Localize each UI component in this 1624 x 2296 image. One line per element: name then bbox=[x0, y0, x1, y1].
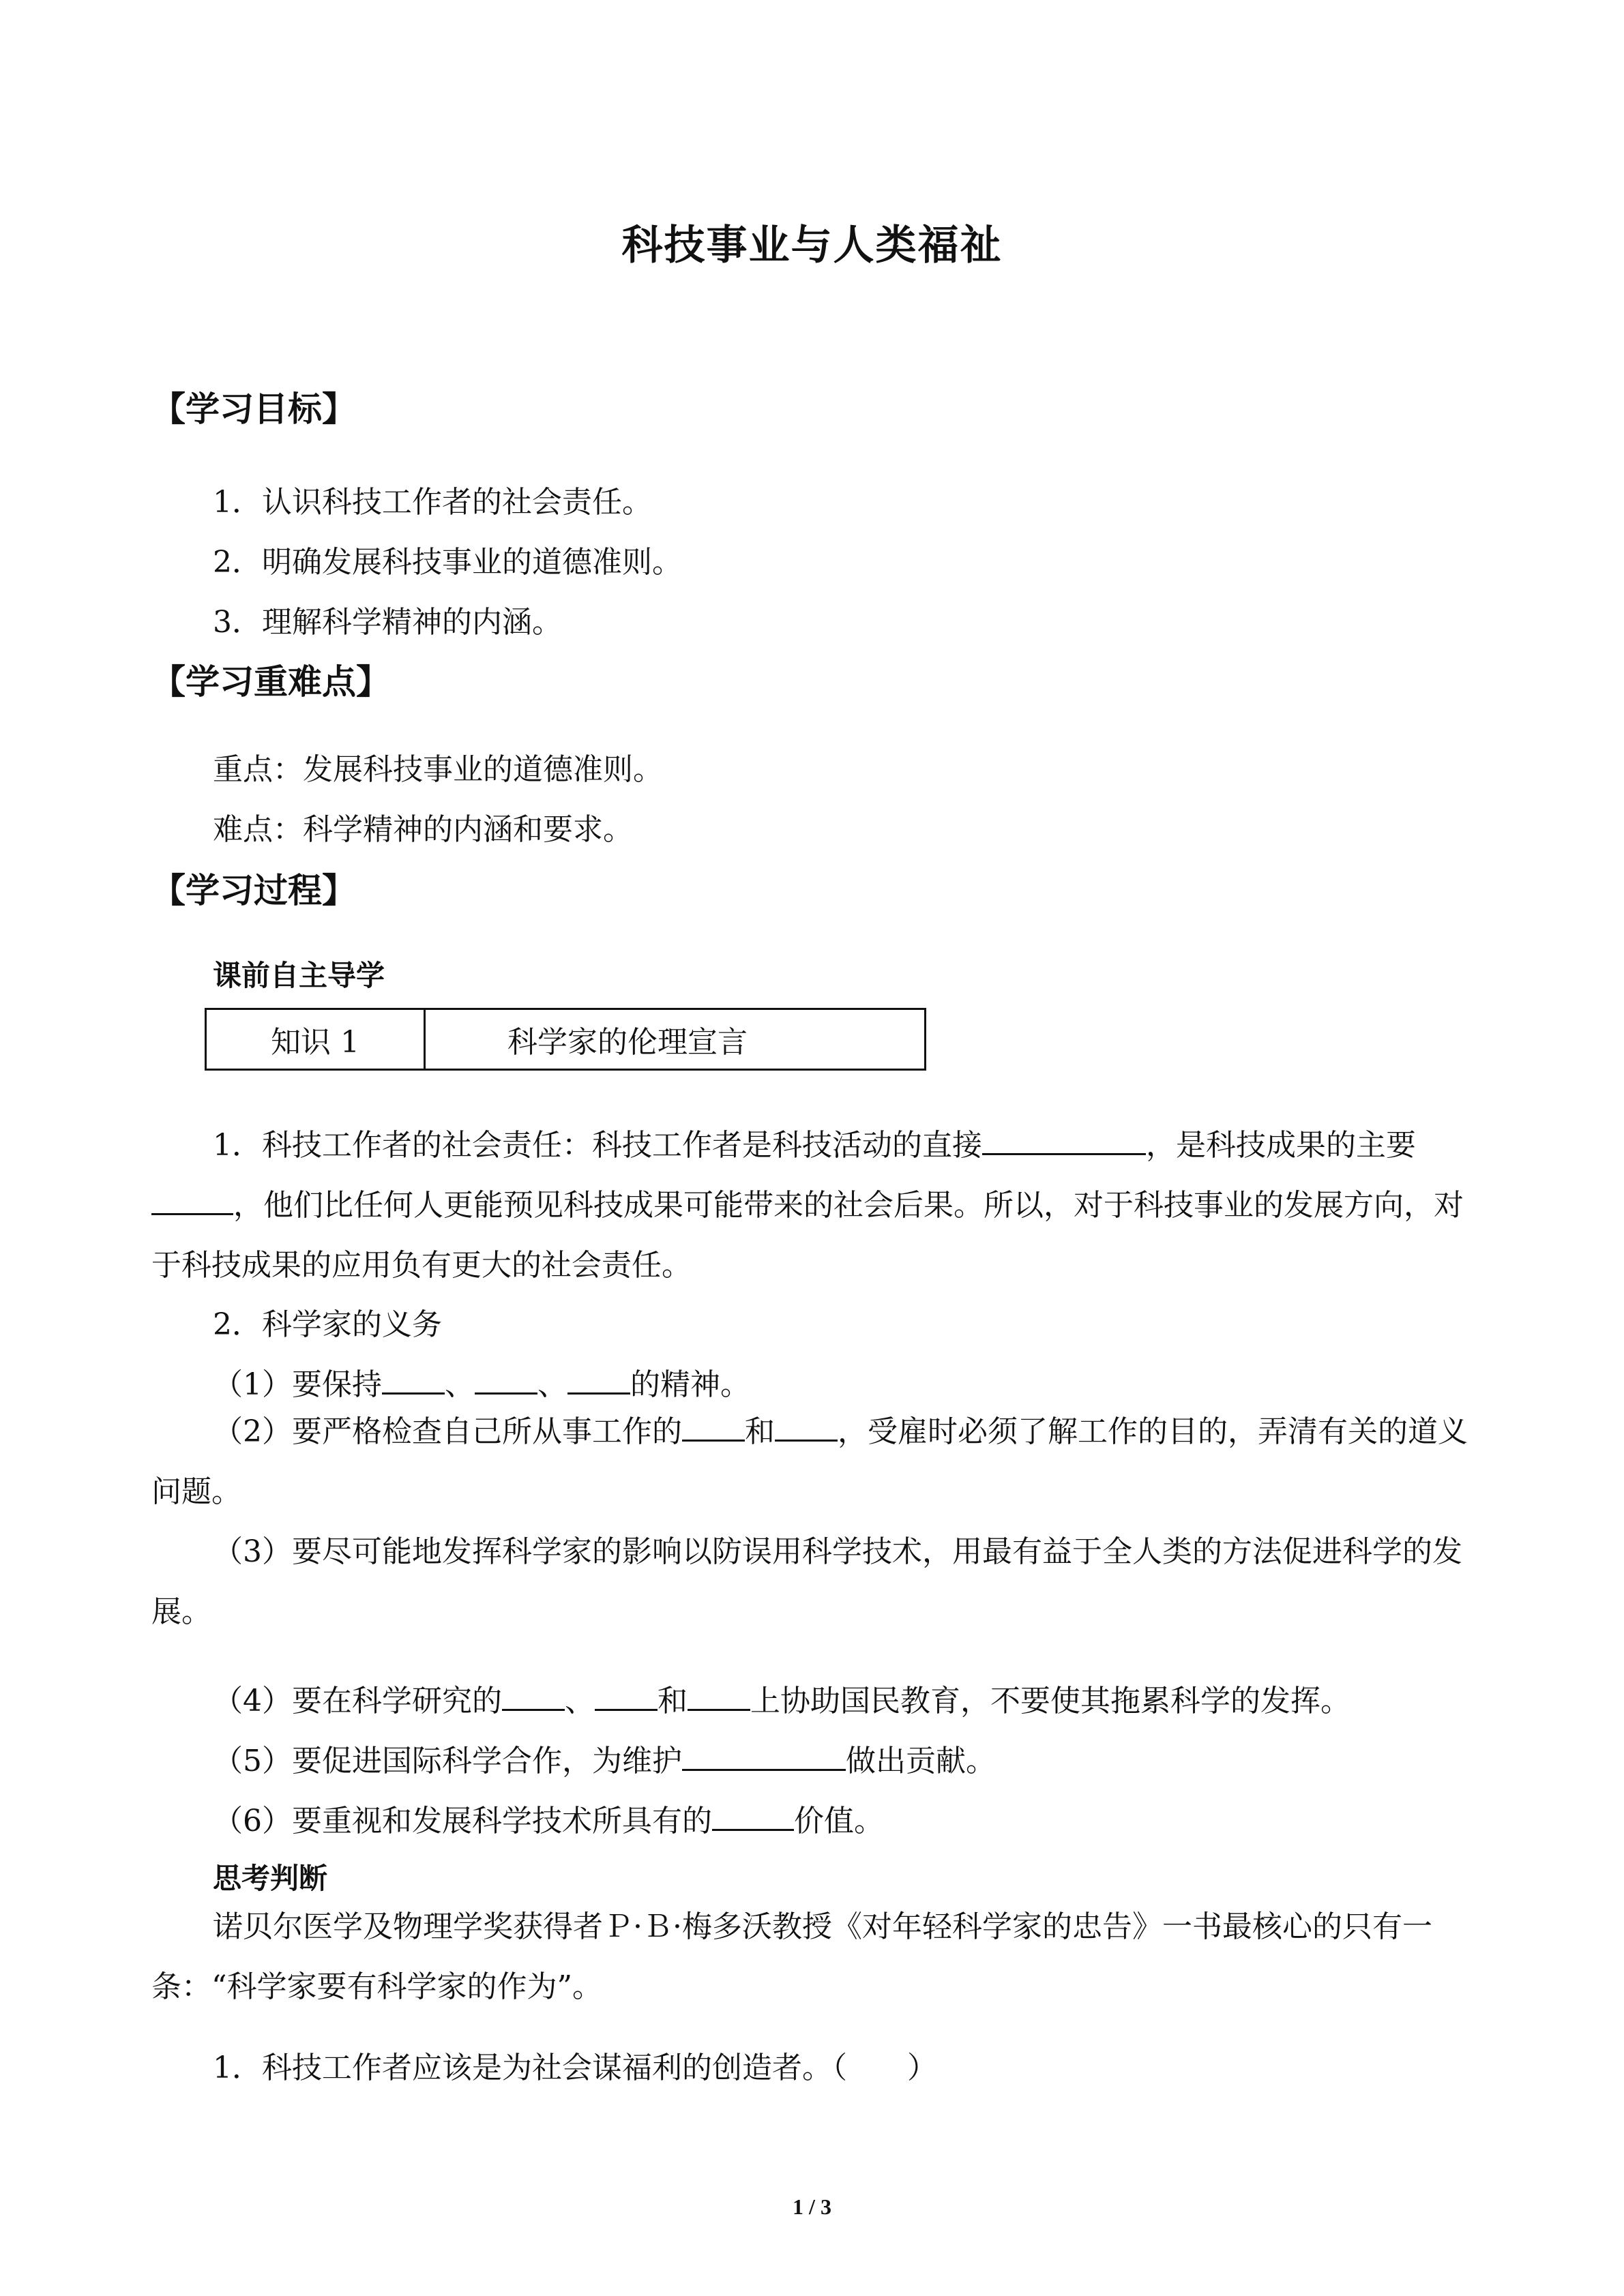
document-title: 科技事业与人类福祉 bbox=[621, 222, 1003, 269]
subheading-preview: 课前自主导学 bbox=[213, 959, 385, 992]
duty-item-6: （6）要重视和发展科学技术所具有的 价值。 bbox=[213, 1796, 884, 1840]
goal-item: 3．理解科学精神的内涵。 bbox=[213, 605, 562, 640]
fill-blank[interactable] bbox=[595, 1682, 658, 1711]
duty-item-3: （3）要尽可能地发挥科学家的影响以防误用科学技术，用最有益于全人类的方法促进科学的发展。 bbox=[151, 1534, 1462, 1629]
duty-item-4: （4）要在科学研究的 、 和 上协助国民教育，不要使其拖累科学的发挥。 bbox=[213, 1676, 1350, 1720]
paragraph-responsibility: 1．科技工作者的社会责任：科技工作者是科技活动的直接 ，是科技成果的主要，他们比任何人更能预见科技成果可能带来的社会后果。所以，对于科技事业的发展方向，对于科技成果的应用负有更大的社会责任。 bbox=[151, 1116, 1473, 1296]
think-paragraph: 诺贝尔医学及物理学奖获得者Ｐ·Ｂ·梅多沃教授《对年轻科学家的忠告》一书最核心的只有一条：“科学家要有科学家的作为”。 bbox=[151, 1909, 1432, 2004]
fill-blank[interactable] bbox=[682, 1742, 846, 1771]
fill-blank[interactable] bbox=[475, 1365, 537, 1395]
goal-item: 1．认识科技工作者的社会责任。 bbox=[213, 485, 652, 520]
knowledge-table bbox=[205, 1008, 926, 1071]
fill-blank[interactable] bbox=[775, 1412, 838, 1442]
duty-item-1: （1）要保持 、 、 的精神。 bbox=[213, 1360, 750, 1403]
goal-item: 2．明确发展科技事业的道德准则。 bbox=[213, 545, 682, 580]
section-heading-keypoints: 【学习重难点】 bbox=[151, 662, 390, 702]
keypoint-item: 重点：发展科技事业的道德准则。 bbox=[213, 752, 663, 787]
fill-blank[interactable] bbox=[151, 1186, 233, 1215]
fill-blank[interactable] bbox=[982, 1126, 1146, 1155]
question-item: 1．科技工作者应该是为社会谋福利的创造者。（ ） bbox=[213, 2051, 937, 2085]
knowledge-table-label: 知识 1 bbox=[207, 1010, 426, 1069]
duties-heading: 2．科学家的义务 bbox=[213, 1307, 442, 1342]
fill-blank[interactable] bbox=[502, 1682, 565, 1711]
section-heading-process: 【学习过程】 bbox=[151, 871, 356, 910]
fill-blank[interactable] bbox=[682, 1412, 745, 1442]
fill-blank[interactable] bbox=[712, 1802, 794, 1831]
page-number: 1 / 3 bbox=[793, 2194, 831, 2219]
keypoint-item: 难点：科学精神的内涵和要求。 bbox=[213, 812, 633, 847]
fill-blank[interactable] bbox=[567, 1365, 630, 1395]
subheading-think: 思考判断 bbox=[213, 1862, 328, 1895]
duty-item-2: （2）要严格检查自己所从事工作的 和 ，受雇时必须了解工作的目的，弄清有关的道义问题。 bbox=[151, 1402, 1473, 1522]
fill-blank[interactable] bbox=[688, 1682, 750, 1711]
duty-item-5: （5）要促进国际科学合作，为维护 做出贡献。 bbox=[213, 1736, 996, 1780]
fill-blank[interactable] bbox=[382, 1365, 445, 1395]
section-heading-goals: 【学习目标】 bbox=[151, 389, 356, 429]
knowledge-table-topic: 科学家的伦理宣言 bbox=[507, 1025, 748, 1060]
